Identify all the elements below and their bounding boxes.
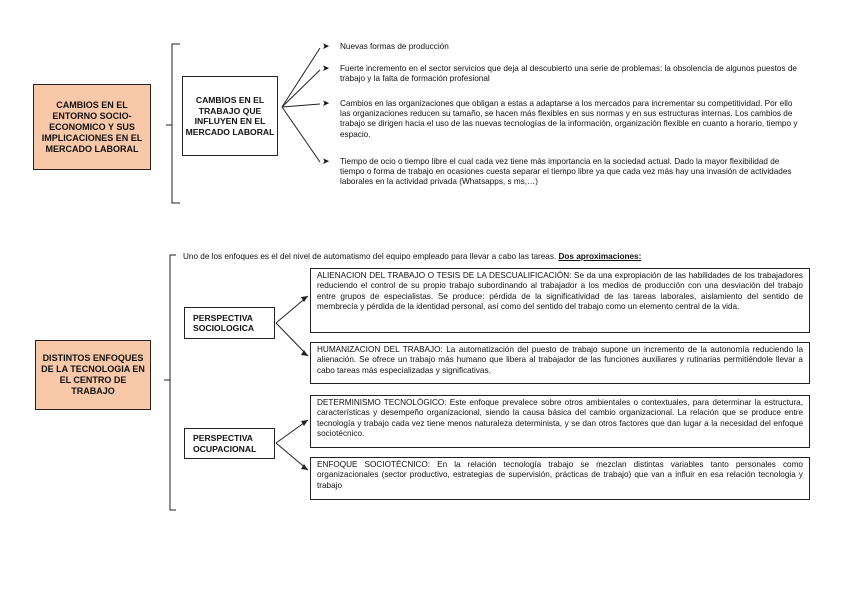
perspective-sociologica-label: PERSPECTIVA SOCIOLOGICA	[193, 312, 255, 333]
fan-arrows-section1	[282, 48, 320, 162]
list-item: Nuevas formas de producción	[340, 42, 449, 51]
perspective-box-ocupacional	[184, 428, 275, 459]
main-box-entorno-label: CAMBIOS EN EL ENTORNO SOCIO-ECONOMICO Y SUS IMPLICACIONES EN EL MERCADO LABORAL	[41, 99, 143, 154]
section2-intro-bold: Dos aproximaciones:	[558, 252, 642, 261]
bullet-arrow-icon: ➤	[322, 41, 330, 51]
main-box-enfoques-label: DISTINTOS ENFOQUES DE LA TECNOLOGIA EN EL CENTRO DE TRABAJO	[41, 353, 145, 396]
bracket-section2	[170, 255, 176, 510]
content-box-determinismo: DETERMINISMO TECNOLÓGICO: Este enfoque prevalece sobre otros ambientales o contextuales, para determinar la estructura, características y desempeño organizacional, siendo la causa básica del cambio organizacional. La relación que se produce entre tecnología y trabajo cada vez tiene menos naturaleza determinista, y se dan otros factores que dan lugar a la necesidad del enfoque sociotécnico.	[310, 395, 810, 448]
sub-box-cambios-trabajo	[182, 76, 278, 156]
fan-arrows-section2	[276, 296, 308, 470]
bullet-arrow-icon: ➤	[322, 98, 330, 108]
content-box-humanizacion: HUMANIZACION DEL TRABAJO: La automatización del puesto de trabajo supone un incremento de la autonomía reduciendo la alienación. Se ofrece un trabajo más humano que libera al trabajador de las funciones auxiliares y rutinarias permitiéndole llevar a cabo tareas más especializadas y significativas.	[310, 342, 810, 384]
bracket-section1	[172, 44, 180, 203]
sub-box-cambios-trabajo-label: CAMBIOS EN EL TRABAJO QUE INFLUYEN EN EL MERCADO LABORAL	[185, 95, 275, 137]
bullet-arrow-icon: ➤	[322, 63, 330, 73]
arrowheads-section2	[301, 296, 308, 470]
content-box-sociotecnico: ENFOQUE SOCIOTÉCNICO: En la relación tecnología trabajo se mezclan distintas variables tanto personales como organizacionales (sector productivo, estrategias de supervisión, prácticas de trabajo) que van a influir en esa relación tecnologia y trabajo	[310, 457, 810, 500]
bullet-arrow-icon: ➤	[322, 156, 330, 166]
list-item: Cambios en las organizaciones que obligan a estas a adaptarse a los mercados para incrementar su competitividad. Por ello las organizaciones reducen su tamaño, se hacen más flexibles en sus normas y en sus estructuras internas. Los cambios de trabajo se dirigen hacia el uso de las nuevas tecnologías de la información, organización flexible en cuanto a horario, tiempo y espacio.	[340, 99, 798, 139]
section2-intro-text: Uno de los enfoques es el del nivel de automatismo del equipo empleado para llevar a cabo las tareas.	[183, 252, 557, 261]
main-box-enfoques	[35, 340, 151, 410]
section2-intro	[183, 252, 783, 262]
perspective-box-sociologica	[184, 307, 275, 339]
list-item: Tiempo de ocio o tiempo libre el cual cada vez tiene más importancia en la sociedad actual. Dado la mayor flexibilidad de tiempo o forma de trabajo en ocasiones cuesta separar el tiempo libre ya que cada vez más hay una invasión de actividades laborales en la actividad privada (Whatsapps, s ms,…)	[340, 157, 792, 187]
perspective-ocupacional-label: PERSPECTIVA OCUPACIONAL	[193, 433, 257, 454]
main-box-entorno	[33, 84, 151, 170]
list-item: Fuerte incremento en el sector servicios que deja al descubierto una serie de problemas: la obsolencia de algunos puestos de trabajo y la falta de formación profesional	[340, 64, 797, 84]
content-box-alienacion: ALIENACION DEL TRABAJO O TESIS DE LA DESCUALIFICACIÓN: Se da una expropiación de las habilidades de los trabajadores reduciendo el control de su propio trabajo subordinando al trabajador a los medios de producción con una desviación del trabajo entre grupos de especialistas. Se produce: pérdida de la significatividad de las tareas laborales, aislamiento del sentido de membrecía y pérdida de la identidad personal, así como del sentido del trabajo como un elemento central de la vida.	[310, 268, 810, 333]
